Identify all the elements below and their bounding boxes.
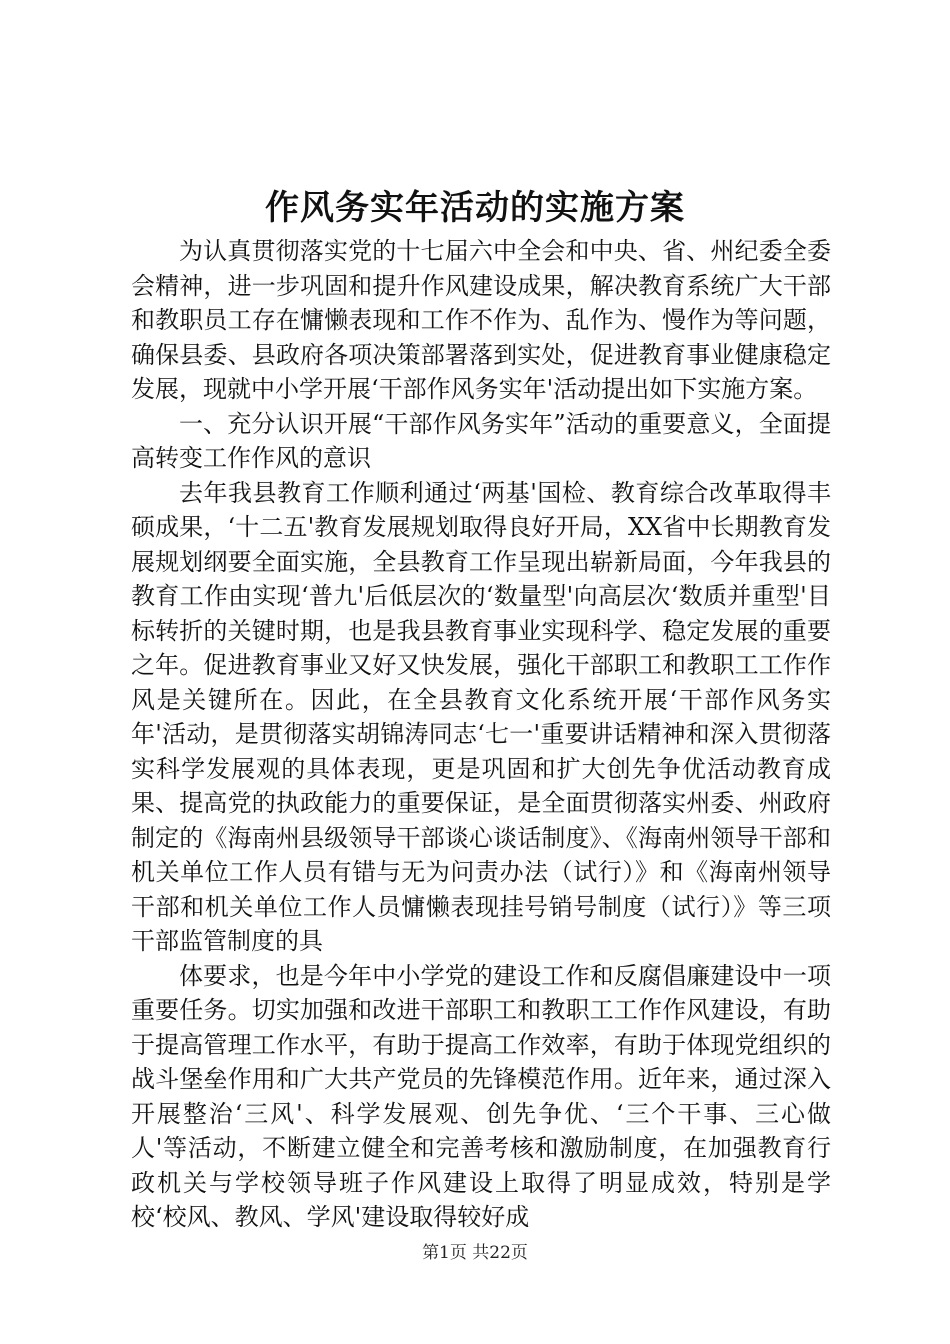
paragraph-requirements: 体要求，也是今年中小学党的建设工作和反腐倡廉建设中一项重要任务。切实加强和改进干部职工和教职工工作作风建设，有助于提高管理工作水平，有助于提高工作效率，有助于体现党组织的战斗堡垒作用和广大共产党员的先锋模范作用。近年来，通过深入开展整治‘三风'、科学发展观、创先争优、‘三个干事、三心做人'等活动，不断建立健全和完善考核和激励制度，在加强教育行政机关与学校领导班子作风建设上取得了明显成效，特别是学校‘校风、教风、学风'建设取得较好成: [131, 961, 831, 1231]
document-title: 作风务实年活动的实施方案: [265, 188, 685, 228]
section-heading-1: 一、充分认识开展“干部作风务实年”活动的重要意义，全面提高转变工作作风的意识: [131, 409, 831, 472]
page-number-footer: 第1页 共22页: [422, 1243, 528, 1263]
paragraph-intro: 为认真贯彻落实党的十七届六中全会和中央、省、州纪委全委会精神，进一步巩固和提升作风建设成果，解决教育系统广大干部和教职员工存在慵懒表现和工作不作为、乱作为、慢作为等问题，确保县委、县政府各项决策部署落到实处，促进教育事业健康稳定发展，现就中小学开展‘干部作风务实年'活动提出如下实施方案。: [131, 237, 831, 403]
document-body: [131, 234, 831, 1235]
paragraph-background: 去年我县教育工作顺利通过‘两基'国检、教育综合改革取得丰硕成果，‘十二五'教育发展规划取得良好开局，XX省中长期教育发展规划纲要全面实施，全县教育工作呈现出崭新局面，今年我县的教育工作由实现‘普九'后低层次的‘数量型'向高层次‘数质并重型'目标转折的关键时期，也是我县教育事业实现科学、稳定发展的重要之年。促进教育事业又好又快发展，强化干部职工和教职工工作作风是关键所在。因此，在全县教育文化系统开展‘干部作风务实年'活动，是贯彻落实胡锦涛同志‘七一'重要讲话精神和深入贯彻落实科学发展观的具体表现，更是巩固和扩大创先争优活动教育成果、提高党的执政能力的重要保证，是全面贯彻落实州委、州政府制定的《海南州县级领导干部谈心谈话制度》、《海南州领导干部和机关单位工作人员有错与无为问责办法（试行）》和《海南州领导干部和机关单位工作人员慵懒表现挂号销号制度（试行）》等三项干部监管制度的具: [131, 478, 831, 955]
